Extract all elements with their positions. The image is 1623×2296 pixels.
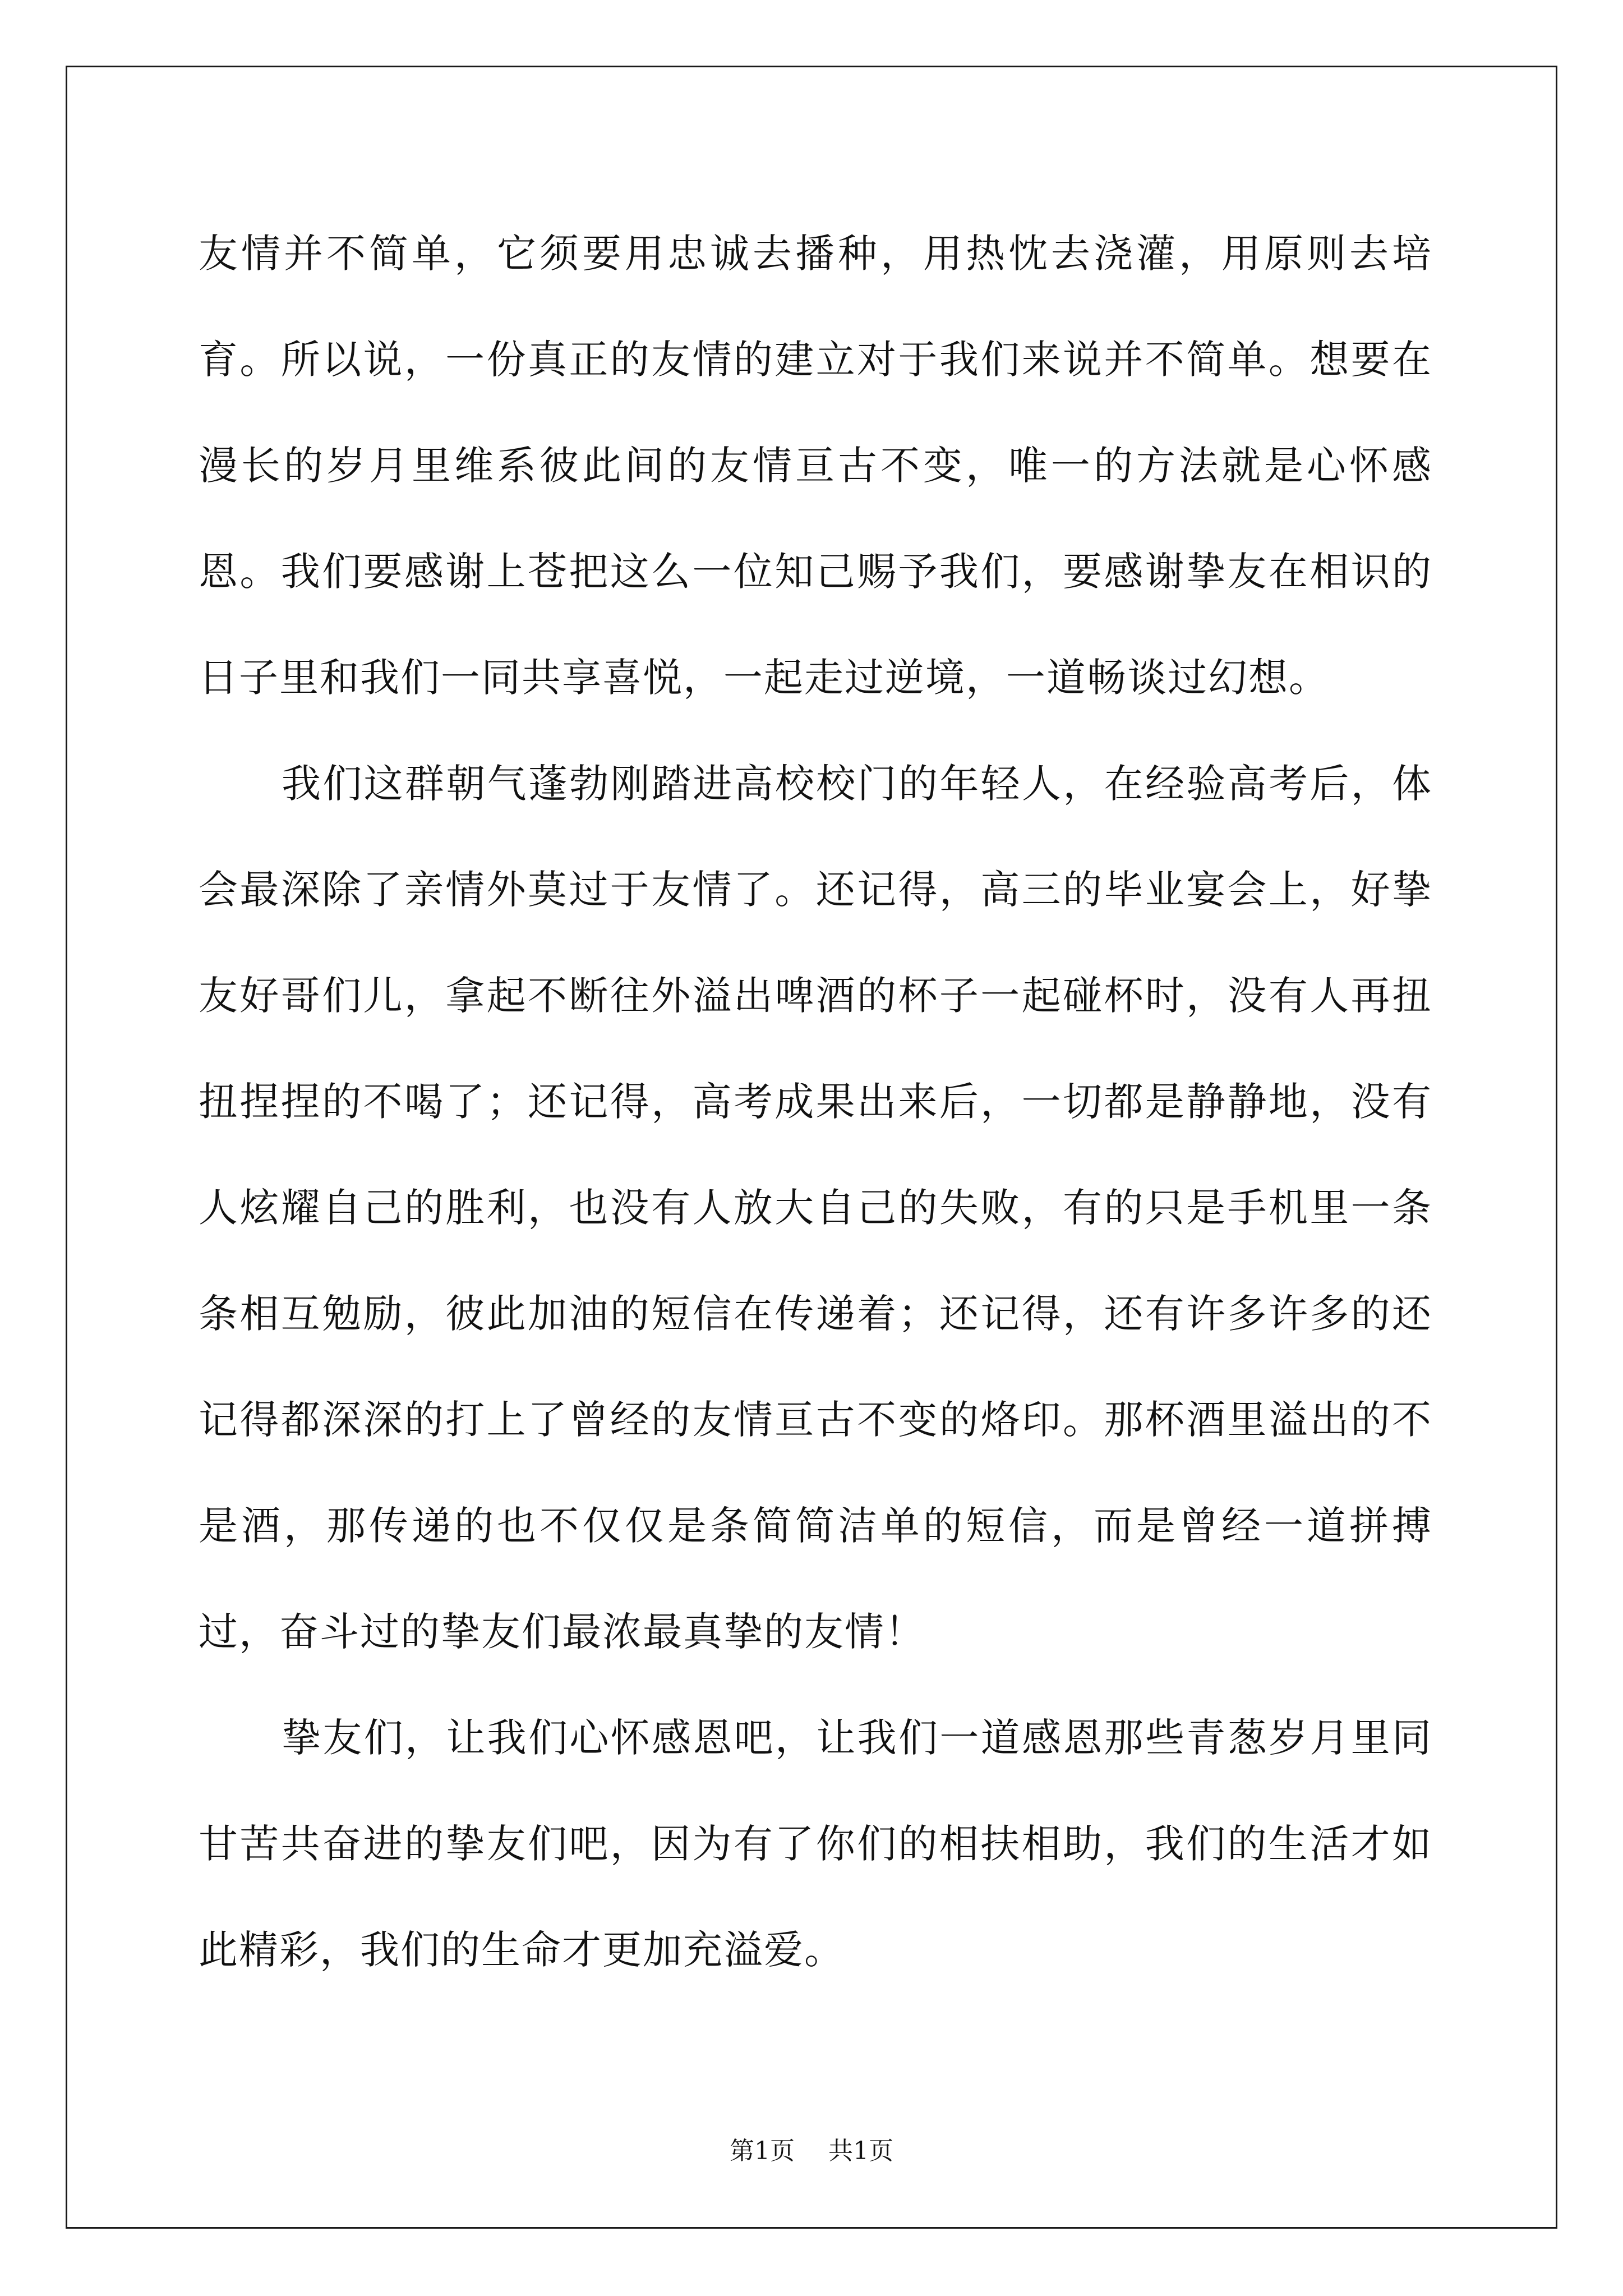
paragraph-2: 我们这群朝气蓬勃刚踏进高校校门的年轻人，在经验高考后，体会最深除了亲情外莫过于友情了。还记得，高三的毕业宴会上，好挚友好哥们儿，拿起不断往外溢出啤酒的杯子一起碰杯时，没有人再扭扭捏捏的不喝了；还记得，高考成果出来后，一切都是静静地，没有人炫耀自己的胜利，也没有人放大自己的失败，有的只是手机里一条条相互勉励，彼此加油的短信在传递着；还记得，还有许多许多的还记得都深深的打上了曾经的友情亘古不变的烙印。那杯酒里溢出的不是酒，那传递的也不仅仅是条简简洁单的短信，而是曾经一道拼搏过，奋斗过的挚友们最浓最真挚的友情！	[199, 761, 1432, 1655]
paragraph-1: 友情并不简单，它须要用忠诚去播种，用热忱去浇灌，用原则去培育。所以说，一份真正的友情的建立对于我们来说并不简单。想要在漫长的岁月里维系彼此间的友情亘古不变，唯一的方法就是心怀感恩。我们要感谢上苍把这么一位知己赐予我们，要感谢挚友在相识的日子里和我们一同共享喜悦，一起走过逆境，一道畅谈过幻想。	[199, 231, 1432, 701]
page-number-total: 共1页	[828, 2137, 893, 2165]
paragraph-3: 挚友们，让我们心怀感恩吧，让我们一道感恩那些青葱岁月里同甘苦共奋进的挚友们吧，因为有了你们的相扶相助，我们的生活才如此精彩，我们的生命才更加充溢爱。	[199, 1715, 1432, 1973]
page-footer	[0, 2131, 1623, 2166]
document-body	[199, 201, 1432, 2003]
page-number-current: 第1页	[730, 2137, 795, 2165]
